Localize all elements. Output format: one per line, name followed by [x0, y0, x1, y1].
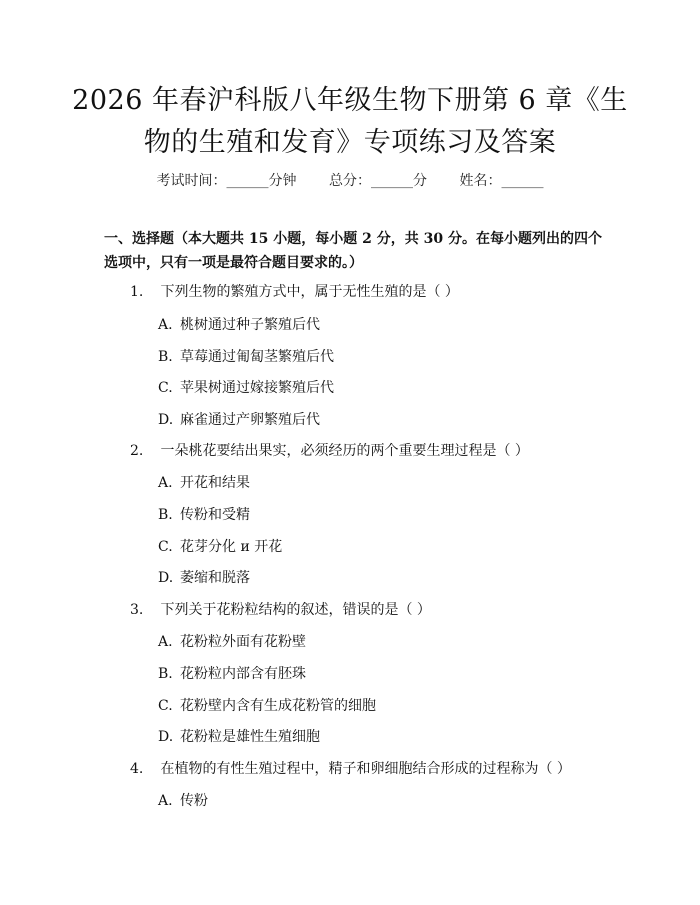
student-name-field: 姓名：______ — [459, 173, 544, 189]
option-letter: B. — [158, 666, 173, 682]
option-text: 花芽分化 и 开花 — [180, 539, 283, 555]
option-letter: A. — [158, 317, 173, 333]
question-1-option-d — [158, 409, 320, 429]
option-letter: C. — [158, 698, 173, 714]
option-text: 麻雀通过产卵繁殖后代 — [180, 412, 320, 428]
question-number: 1. — [130, 284, 144, 300]
document-title — [60, 80, 640, 164]
question-2 — [130, 440, 529, 460]
question-number: 2. — [130, 443, 144, 459]
option-letter: C. — [158, 380, 173, 396]
question-4-option-a — [158, 790, 208, 810]
question-text: 一朵桃花要结出果实，必须经历的两个重要生理过程是（ ） — [160, 443, 529, 459]
option-text: 花粉粒内部含有胚珠 — [180, 666, 306, 682]
question-text: 下列生物的繁殖方式中，属于无性生殖的是（ ） — [160, 284, 459, 300]
option-text: 花粉壁内含有生成花粉管的细胞 — [180, 698, 376, 714]
option-text: 花粉粒外面有花粉壁 — [180, 634, 306, 650]
title-line-1: 2026 年春沪科版八年级生物下册第 6 章《生 — [72, 85, 628, 116]
option-letter: D. — [158, 412, 174, 428]
option-text: 桃树通过种子繁殖后代 — [180, 317, 320, 333]
question-4 — [130, 758, 571, 778]
question-3-option-c — [158, 695, 376, 715]
question-number: 3. — [130, 602, 144, 618]
title-line-2: 物的生殖和发育》专项练习及答案 — [143, 127, 557, 158]
option-letter: A. — [158, 793, 173, 809]
option-letter: D. — [158, 729, 174, 745]
question-text: 下列关于花粉粒结构的叙述，错误的是（ ） — [160, 602, 431, 618]
question-2-option-a — [158, 472, 250, 492]
question-3-option-b — [158, 663, 306, 683]
question-1-option-c — [158, 377, 334, 397]
option-text: 草莓通过匍匐茎繁殖后代 — [180, 349, 334, 365]
option-text: 苹果树通过嫁接繁殖后代 — [180, 380, 334, 396]
option-text: 开花和结果 — [180, 475, 250, 491]
option-letter: A. — [158, 475, 173, 491]
option-letter: C. — [158, 539, 173, 555]
option-text: 花粉粒是雄性生殖细胞 — [180, 729, 320, 745]
option-letter: B. — [158, 349, 173, 365]
exam-time-field: 考试时间：______分钟 — [156, 173, 297, 189]
question-1-option-b — [158, 346, 334, 366]
question-3 — [130, 599, 431, 619]
option-letter: D. — [158, 570, 174, 586]
section-heading: 一、选择题（本大题共 15 小题，每小题 2 分，共 30 分。在每小题列出的四个选项中，只有一项是最符合题目要求的。） — [104, 231, 602, 271]
question-1-option-a — [158, 314, 320, 334]
question-text: 在植物的有性生殖过程中，精子和卵细胞结合形成的过程称为（ ） — [160, 761, 571, 777]
question-2-option-c — [158, 536, 282, 556]
question-3-option-d — [158, 726, 320, 746]
question-2-option-b — [158, 504, 250, 524]
option-text: 传粉 — [180, 793, 208, 809]
question-3-option-a — [158, 631, 306, 651]
question-1 — [130, 281, 459, 301]
total-score-field: 总分：______分 — [329, 173, 427, 189]
question-2-option-d — [158, 567, 250, 587]
option-text: 萎缩和脱落 — [180, 570, 250, 586]
option-letter: B. — [158, 507, 173, 523]
option-letter: A. — [158, 634, 173, 650]
exam-info-line — [0, 170, 700, 190]
option-text: 传粉和受精 — [180, 507, 250, 523]
question-number: 4. — [130, 761, 144, 777]
